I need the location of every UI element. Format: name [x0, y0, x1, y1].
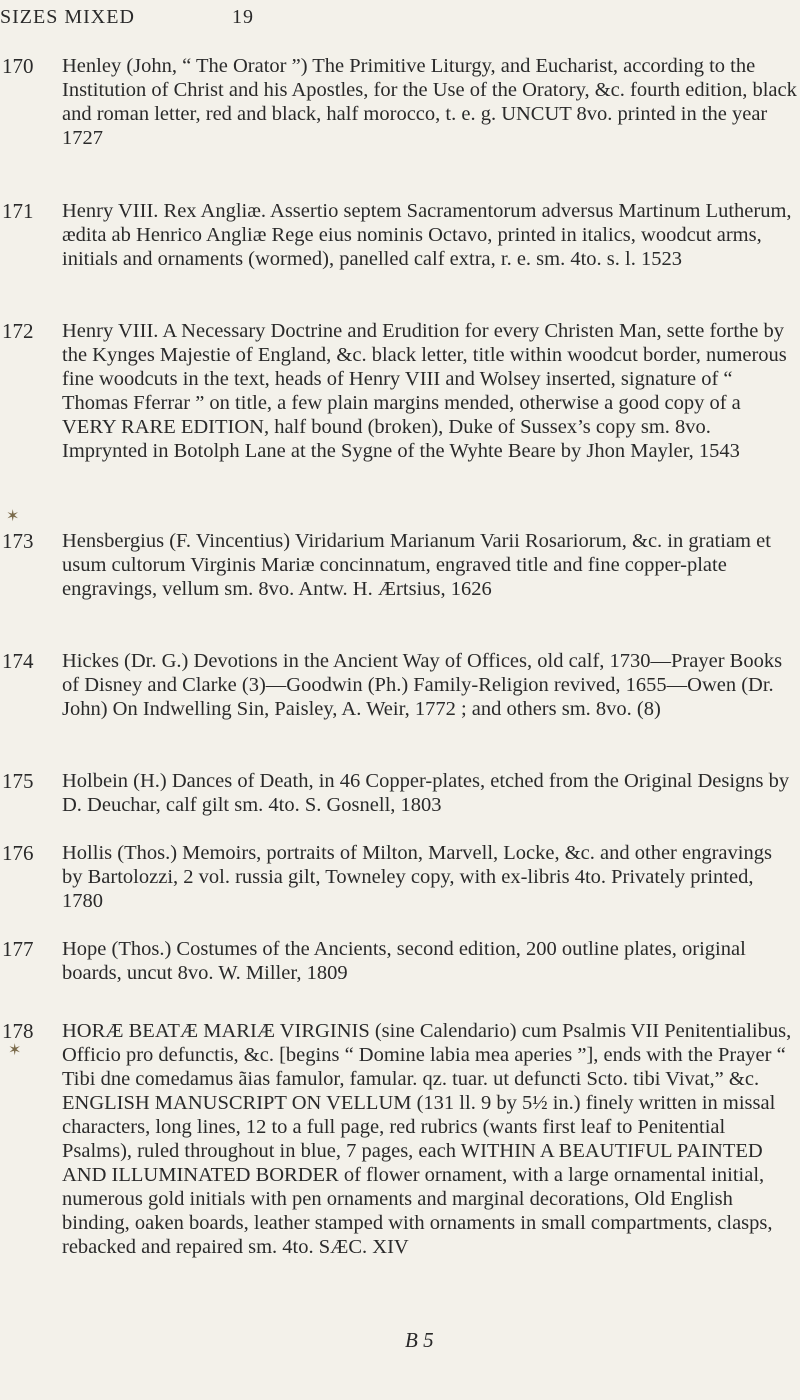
lot-description: Holbein (H.) Dances of Death, in 46 Copper-plates, etched from the Original Designs by D. Deuchar, calf gilt sm. 4to. S. Gosnell, 1803: [62, 770, 790, 816]
lot-description: Hope (Thos.) Costumes of the Ancients, second edition, 200 outline plates, original boards, uncut 8vo. W. Miller, 1809: [62, 938, 746, 984]
signature-mark: B 5: [405, 1328, 434, 1352]
ink-mark-icon: ✶: [8, 1042, 22, 1059]
page-number: 19: [232, 6, 254, 28]
lot-description: Hickes (Dr. G.) Devotions in the Ancient Way of Offices, old calf, 1730—Prayer Books of Disney and Clarke (3)—Goodwin (Ph.) Family-Religion revived, 1655—Owen (Dr. John) On Indwelling Sin, Paisley, A. Weir, 1772 ; and others sm. 8vo. (8): [62, 650, 783, 720]
lot-description: Henry VIII. Rex Angliæ. Assertio septem Sacramentorum adversus Martinum Lutherum, ædita ab Henrico Angliæ Rege eius nominis Octavo, printed in italics, woodcut arms, initials and ornaments (wormed), panelled calf extra, r. e. sm. 4to. s. l. 1523: [62, 200, 792, 270]
lot-number: 176: [2, 841, 34, 865]
lot-description: HORÆ BEATÆ MARIÆ VIRGINIS (sine Calendario) cum Psalmis VII Penitentialibus, Officio pro defunctis, &c. [begins “ Domine labia mea aperies ”], ends with the Prayer “ Tibi dne comedamus ãias famulor, famular. qz. tuar. ut defuncti Scto. tibi Vivat,” &c. ENGLISH MANUSCRIPT ON VELLUM (131 ll. 9 by 5½ in.) finely written in missal characters, long lines, 12 to a full page, red rubrics (wants first leaf to Penitential Psalms), ruled throughout in blue, 7 pages, each WITHIN A BEAUTIFUL PAINTED AND ILLUMINATED BORDER of flower ornament, with a large ornamental initial, numerous gold initials with pen ornaments and marginal decorations, Old English binding, oaken boards, leather stamped with ornaments in small compartments, clasps, rebacked and repaired sm. 4to. SÆC. XIV: [62, 1020, 792, 1258]
page-header: [0, 6, 800, 36]
lot-description: Hensbergius (F. Vincentius) Viridarium Marianum Varii Rosariorum, &c. in gratiam et usum cultorum Virginis Mariæ concinnatum, engraved title and fine copper-plate engravings, vellum sm. 8vo. Antw. H. Ærtsius, 1626: [62, 530, 771, 600]
lot-number: 172: [2, 319, 34, 343]
lot-description: Hollis (Thos.) Memoirs, portraits of Milton, Marvell, Locke, &c. and other engravings by Bartolozzi, 2 vol. russia gilt, Towneley copy, with ex-libris 4to. Privately printed, 1780: [62, 842, 772, 912]
lot-description: Henry VIII. A Necessary Doctrine and Erudition for every Christen Man, sette forthe by the Kynges Majestie of England, &c. black letter, title within woodcut border, numerous fine woodcuts in the text, heads of Henry VIII and Wolsey inserted, signature of “ Thomas Fferrar ” on title, a few plain margins mended, otherwise a good copy of a VERY RARE EDITION, half bound (broken), Duke of Sussex’s copy sm. 8vo. Imprynted in Botolph Lane at the Sygne of the Wyhte Beare by Jhon Mayler, 1543: [62, 320, 787, 462]
ink-mark-icon: ✶: [6, 508, 20, 525]
lot-number: 175: [2, 769, 34, 793]
lot-number: 173: [2, 529, 34, 553]
lot-number: 177: [2, 937, 34, 961]
lot-number: 178: [2, 1019, 34, 1043]
lot-number: 171: [2, 199, 34, 223]
lot-description: Henley (John, “ The Orator ”) The Primitive Liturgy, and Eucharist, according to the Institution of Christ and his Apostles, for the Use of the Oratory, &c. fourth edition, black and roman letter, red and black, half morocco, t. e. g. UNCUT 8vo. printed in the year 1727: [62, 55, 797, 149]
lot-number: 170: [2, 54, 34, 78]
section-title: SIZES MIXED: [0, 6, 135, 28]
lot-number: 174: [2, 649, 34, 673]
